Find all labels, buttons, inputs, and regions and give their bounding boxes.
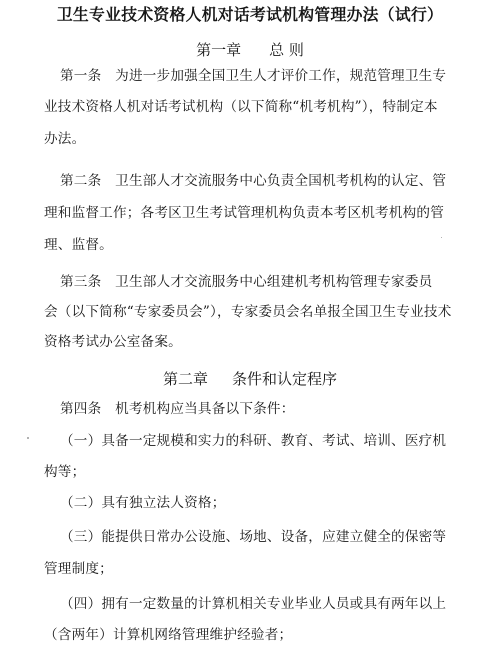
article-3-line-2: 会（以下简称“专家委员会”），专家委员会名单报全国卫生专业技术 — [44, 304, 452, 320]
article-2-line-2: 理和监督工作；各考区卫生考试管理机构负责本考区机考机构的管 — [44, 205, 445, 221]
chapter-2-name: 条件和认定程序 — [232, 370, 338, 388]
scan-speck — [441, 237, 442, 238]
item-1-line-1: （一）具备一定规模和实力的科研、教育、考试、培训、医疗机 — [60, 433, 447, 449]
item-2-line-1: （二）具有独立法人资格； — [60, 495, 226, 511]
item-4-line-2: （含两年）计算机网络管理维护经验者； — [44, 627, 293, 643]
article-3-line-3: 资格考试办公室备案。 — [44, 334, 182, 350]
article-1-line-3: 办法。 — [44, 131, 86, 147]
article-1-line-1: 第一条 为进一步加强全国卫生人才评价工作，规范管理卫生专 — [60, 68, 447, 84]
chapter-2-heading — [0, 369, 500, 389]
article-4-line-1: 第四条 机考机构应当具备以下条件： — [60, 401, 295, 417]
item-3-line-1: （三）能提供日常办公设施、场地、设备，应建立健全的保密等 — [60, 529, 447, 545]
article-2-line-3: 理、监督。 — [44, 237, 113, 253]
item-3-line-2: 管理制度； — [44, 561, 113, 577]
article-3-line-1: 第三条 卫生部人才交流服务中心组建机考机构管理专家委员 — [60, 274, 433, 290]
document-title: 卫生专业技术资格人机对话考试机构管理办法（试行） — [56, 5, 444, 24]
scan-speck — [27, 437, 29, 439]
item-1-line-2: 构等； — [44, 464, 86, 480]
chapter-1-name: 总 则 — [269, 41, 304, 59]
article-2-line-1: 第二条 卫生部人才交流服务中心负责全国机考机构的认定、管 — [60, 173, 447, 189]
chapter-2-number: 第二章 — [162, 370, 208, 388]
item-4-line-1: （四）拥有一定数量的计算机相关专业毕业人员或具有两年以上 — [60, 596, 447, 612]
chapter-1-number: 第一章 — [196, 41, 242, 59]
article-1-line-2: 业技术资格人机对话考试机构（以下简称“机考机构”），特制定本 — [44, 99, 438, 115]
chapter-1-heading — [0, 40, 500, 60]
